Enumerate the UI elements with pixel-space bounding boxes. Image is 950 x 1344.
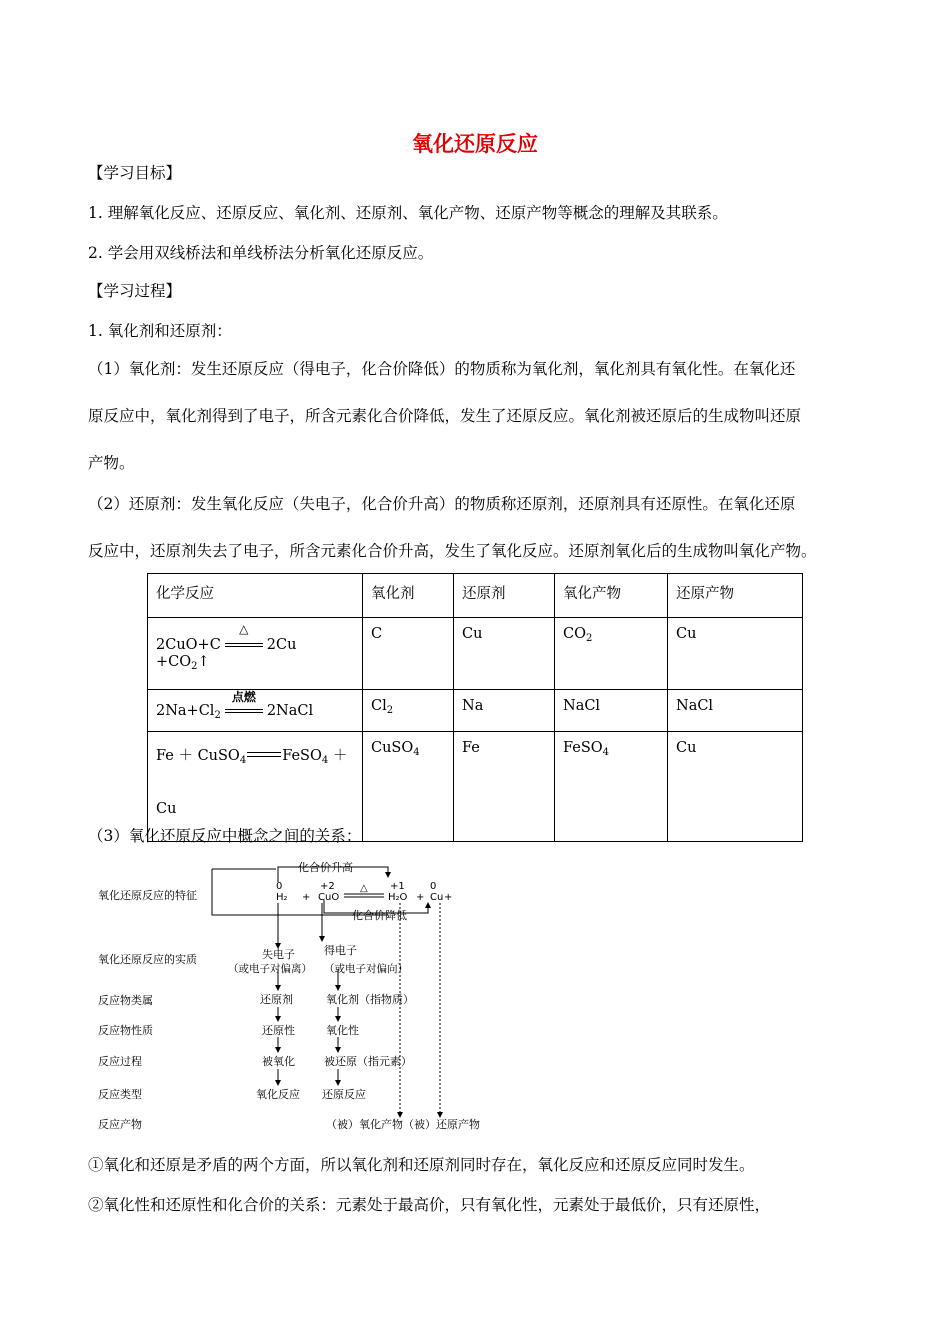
table-cell: Cu [668, 618, 803, 690]
header-cell: 化学反应 [148, 574, 363, 618]
right-col-text: 得电子 [324, 944, 357, 957]
header-cell: 还原产物 [668, 574, 803, 618]
species: CuO [318, 892, 340, 903]
note-2: ②氧化性和还原性和化合价的关系：元素处于最高价，只有氧化性，元素处于最低价，只有还原性， [88, 1196, 771, 1214]
table-row [148, 618, 803, 690]
equation-cell: $2Na+Cl_2$ 点燃 2NaCl [148, 690, 363, 732]
equation-cell: Fe ＋ CuSO$_4$ FeSO$_4$ ＋ Cu [148, 732, 363, 842]
para-reductant-line1: （2）还原剂：发生氧化反应（失电子，化合价升高）的物质称还原剂，还原剂具有还原性。在氧化还原 [88, 495, 796, 513]
diagram-label: 反应物性质 [98, 1024, 153, 1037]
species: + [444, 892, 453, 903]
left-col-text: （或电子对偏离） [228, 963, 312, 975]
table-cell: C [363, 618, 454, 690]
table-cell: CuSO$_4$ [363, 732, 454, 842]
left-col-text: 被氧化 [262, 1055, 295, 1068]
para-reductant-line2: 反应中，还原剂失去了电子，所含元素化合价升高，发生了氧化反应。还原剂氧化后的生成物叫氧化产物。 [88, 542, 817, 560]
goal-1: 1. 理解氧化反应、还原反应、氧化剂、还原剂、氧化产物、还原产物等概念的理解及其联系。 [88, 204, 728, 222]
fall-label: 化合价降低 [352, 909, 407, 922]
diagram-label: 反应过程 [98, 1055, 142, 1068]
para-relationship: （3）氧化还原反应中概念之间的关系： [88, 827, 362, 845]
diagram-label: 反应类型 [98, 1088, 142, 1101]
para-oxidant-line1: （1）氧化剂：发生还原反应（得电子，化合价降低）的物质称为氧化剂，氧化剂具有氧化性。在氧化还 [88, 360, 796, 378]
delta-symbol: △ [360, 883, 368, 894]
reaction-condition: △ [225, 636, 263, 654]
left-col-text: 氧化反应 [256, 1088, 300, 1101]
right-col-text: 还原反应 [322, 1088, 366, 1101]
table-cell: Cu [668, 732, 803, 842]
table-cell: Fe [454, 732, 555, 842]
oxidation-number: +2 [320, 881, 335, 892]
header-cell: 还原剂 [454, 574, 555, 618]
species: Cu [430, 892, 444, 903]
table-cell: Na [454, 690, 555, 732]
species: + [416, 892, 425, 903]
table-row [148, 732, 803, 842]
equals-sign [247, 747, 281, 765]
table-cell: NaCl [555, 690, 668, 732]
right-col-text: 被还原（指元素） [324, 1055, 412, 1068]
goal-2: 2. 学会用双线桥法和单线桥法分析氧化还原反应。 [88, 244, 434, 262]
diagram-label: 反应产物 [98, 1118, 142, 1131]
diagram-label: 氧化还原反应的实质 [98, 953, 197, 966]
species: H₂ [276, 892, 288, 903]
oxidation-number: 0 [276, 881, 283, 892]
left-col-text: 还原剂 [260, 993, 293, 1006]
process-heading: 【学习过程】 [88, 282, 182, 300]
goals-heading: 【学习目标】 [88, 164, 182, 182]
table-cell: FeSO$_4$ [555, 732, 668, 842]
section-1-heading: 1. 氧化剂和还原剂： [88, 322, 232, 340]
note-1: ①氧化和还原是矛盾的两个方面，所以氧化剂和还原剂同时存在，氧化反应和还原反应同时发生。 [88, 1156, 755, 1174]
right-col-text: 氧化剂（指物质） [326, 993, 414, 1006]
equation-cell: 2CuO+C △ $2Cu +CO_2↑$ [148, 618, 363, 690]
diagram-label: 反应物类属 [98, 994, 153, 1007]
diagram-label: 氧化还原反应的特征 [98, 889, 197, 902]
table-cell: $CO_2$ [555, 618, 668, 690]
gas-arrow: ↑ [197, 654, 210, 670]
species: + [302, 892, 311, 903]
table-row [148, 690, 803, 732]
header-cell: 氧化剂 [363, 574, 454, 618]
concept-diagram [88, 855, 518, 1140]
products-text: （被）氧化产物（被）还原产物 [326, 1118, 480, 1131]
para-oxidant-line2: 原反应中，氧化剂得到了电子，所含元素化合价降低，发生了还原反应。氧化剂被还原后的生成物叫还原 [88, 407, 802, 425]
right-col-text: （或电子对偏向） [324, 963, 408, 975]
table-cell: Cu [454, 618, 555, 690]
table-cell: NaCl [668, 690, 803, 732]
para-oxidant-line3: 产物。 [88, 454, 135, 472]
left-col-text: 还原性 [262, 1024, 295, 1037]
right-col-text: 氧化性 [326, 1024, 359, 1037]
table-cell: $Cl_2$ [363, 690, 454, 732]
header-cell: 氧化产物 [555, 574, 668, 618]
species: H₂O [388, 892, 408, 903]
oxidation-number: +1 [390, 881, 405, 892]
rise-label: 化合价升高 [298, 861, 353, 874]
left-col-text: 失电子 [262, 948, 295, 961]
table-header-row [148, 574, 803, 618]
oxidation-number: 0 [430, 881, 437, 892]
page-title: 氧化还原反应 [412, 132, 538, 156]
reaction-table [147, 573, 803, 842]
reaction-condition: 点燃 [225, 702, 263, 720]
